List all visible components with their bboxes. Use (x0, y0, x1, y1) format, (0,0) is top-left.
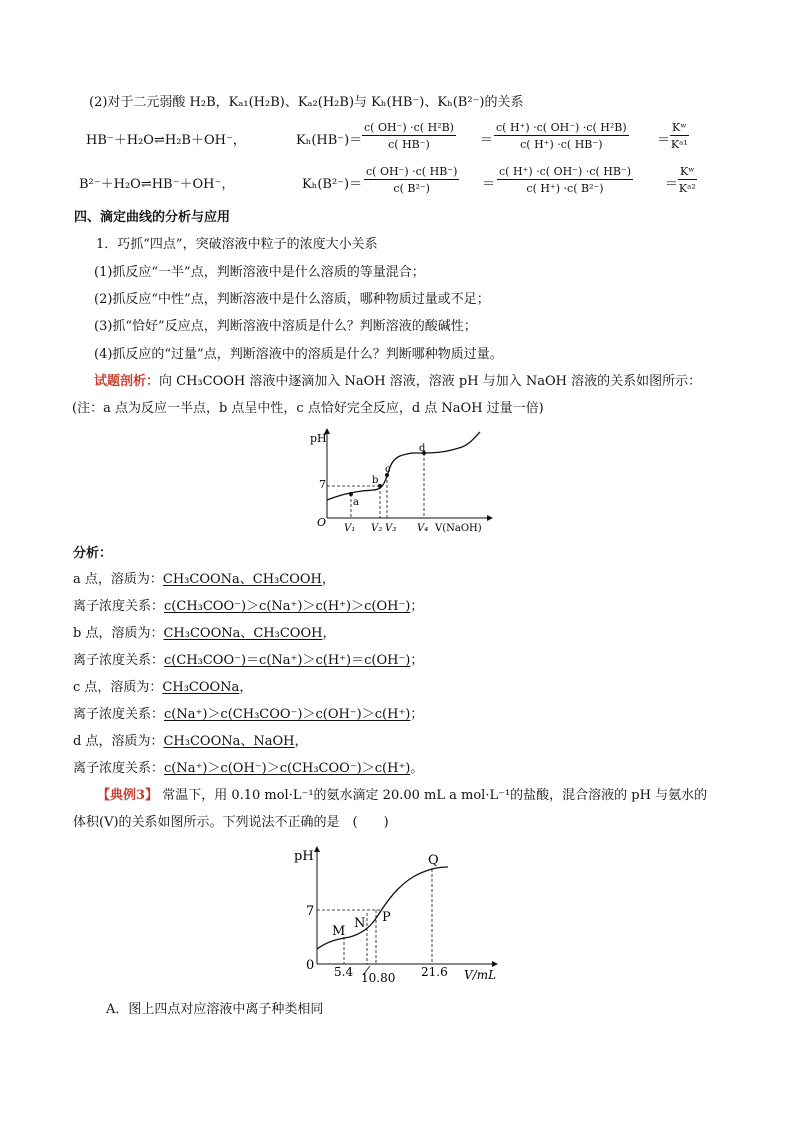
kh-b2-fraction-1: $\frac{c( OH^-) \cdot c( HB^-)}{\text{c( B²⁻)}}$ (366, 165, 458, 195)
kh-hb-fraction-2: $\frac{\text{c( H⁺) ·c( OH⁻) ·c( H²B)}}{c( H^+) \cdot c( HB^-)}$ (496, 121, 627, 151)
origin-label: 0 (306, 958, 315, 973)
point-b-marker (378, 484, 382, 488)
y-axis-label: pH (310, 432, 327, 445)
point-a-label: a (353, 497, 359, 508)
analysis-title: 分析： (73, 546, 113, 561)
example3-line1: 【典例3】 常温下，用 0.10 mol·L⁻¹的氨水滴定 20.00 mL a mol·L⁻¹的盐酸，混合溶液的 pH 与氨水的 (97, 788, 708, 803)
example-note: (注：a 点为反应一半点，b 点呈中性，c 点恰好完全反应，d 点 NaOH 过量一倍) (72, 401, 544, 416)
kh-hb-fraction-1: $\frac{\text{c( OH⁻) ·c( H²B)}}{c( HB^-)}$ (364, 121, 454, 151)
analysis-row: b 点，溶质为：CH₃COONa、CH₃COOH， (73, 626, 336, 641)
x-tick-v2: V₂ (371, 523, 383, 534)
analysis-row: 离子浓度关系：c(Na⁺)＞c(OH⁻)＞c(CH₃COO⁻)＞c(H⁺)。 (73, 761, 424, 776)
example3-label: 【典例3】 (97, 788, 159, 803)
point-c-label: c (385, 464, 391, 475)
analysis-row: 离子浓度关系：c(CH₃COO⁻)＞c(Na⁺)＞c(H⁺)＞c(OH⁻)； (73, 599, 424, 614)
analysis-row: a 点，溶质为：CH₃COONa、CH₃COOH， (73, 572, 335, 587)
x-axis-label: V(NaOH) (435, 523, 482, 534)
kh-hb-fraction-3: $\frac{\text{Kʷ}}{\text{Kᵃ¹}}$ (670, 121, 688, 151)
x-tick-v4: V₄ (417, 523, 429, 534)
point-p-label: P (382, 910, 391, 925)
x-tick-v3: V₃ (385, 523, 397, 534)
kh-b2-fraction-2: $\frac{c( H^+) \cdot c( OH^-) \cdot c( HB^-)}{\text{c( H⁺) ·c( B²⁻)}}$ (499, 165, 632, 195)
point-n-label: N (354, 916, 366, 931)
example3-line2: 体积(V)的关系如图所示。下列说法不正确的是 ( ) (73, 815, 389, 830)
point-m-label: M (332, 924, 346, 939)
example-paragraph: 试题剖析：向 CH₃COOH 溶液中逐滴加入 NaOH 溶液，溶液 pH 与加入 NaOH 溶液的关系如图所示： (94, 374, 702, 389)
y-tick-7: 7 (306, 904, 315, 919)
list-item: (2)抓反应“中性”点，判断溶液中是什么溶质，哪种物质过量或不足； (94, 292, 490, 307)
point-1: 1．巧抓“四点”，突破溶液中粒子的浓度大小关系 (96, 237, 378, 252)
hydrolysis-heading: (2)对于二元弱酸 H₂B，Kₐ₁(H₂B)、Kₐ₂(H₂B)与 Kₕ(HB⁻)、Kₕ(B²⁻)的关系 (89, 95, 524, 110)
point-a-marker (349, 492, 353, 496)
point-d-label: d (419, 443, 426, 454)
titration-curve-graph-2 (290, 843, 505, 983)
hydrolysis-equation-2: B²⁻＋H₂O⇌HB⁻＋OH⁻， (79, 177, 235, 192)
section-title: 四、滴定曲线的分析与应用 (74, 210, 231, 225)
titration-curve-graph-1 (300, 425, 500, 537)
analysis-row: 离子浓度关系：c(Na⁺)＞c(CH₃COO⁻)＞c(OH⁻)＞c(H⁺)； (73, 707, 424, 722)
point-q-label: Q (428, 853, 439, 868)
x-tick-10.80: 10.80 (361, 971, 396, 983)
option-a: A．图上四点对应溶液中离子种类相同 (106, 1002, 324, 1017)
y-axis-label: pH (294, 849, 314, 864)
list-item: (3)抓“恰好”反应点，判断溶液中溶质是什么？判断溶液的酸碱性； (94, 319, 477, 334)
y-tick-7: 7 (319, 478, 326, 491)
analysis-row: 离子浓度关系：c(CH₃COO⁻)＝c(Na⁺)＞c(H⁺)＝c(OH⁻)； (73, 653, 424, 668)
x-tick-21.6: 21.6 (421, 965, 448, 979)
origin-label: O (317, 516, 327, 529)
x-tick-5.4: 5.4 (334, 965, 354, 979)
hydrolysis-equation-1: HB⁻＋H₂O⇌H₂B＋OH⁻， (86, 133, 246, 148)
list-item: (1)抓反应“一半”点，判断溶液中是什么溶质的等量混合； (94, 265, 425, 280)
list-item: (4)抓反应的“过量”点，判断溶液中的溶质是什么？判断哪种物质过量。 (94, 347, 503, 362)
x-axis-label: V/mL (464, 968, 497, 982)
example-label: 试题剖析： (94, 374, 160, 389)
x-tick-v1: V₁ (344, 523, 356, 534)
kh-b2-fraction-3: $\frac{\text{Kʷ}}{\text{Kᵃ²}}$ (678, 165, 696, 195)
kh-b2-lhs: Kₕ(B²⁻)＝ (302, 177, 363, 192)
analysis-row: d 点，溶质为：CH₃COONa、NaOH， (73, 734, 308, 749)
point-b-label: b (372, 475, 379, 486)
analysis-row: c 点，溶质为：CH₃COONa， (73, 680, 253, 695)
kh-hb-lhs: Kₕ(HB⁻)＝ (296, 133, 363, 148)
ph-curve (327, 432, 480, 500)
